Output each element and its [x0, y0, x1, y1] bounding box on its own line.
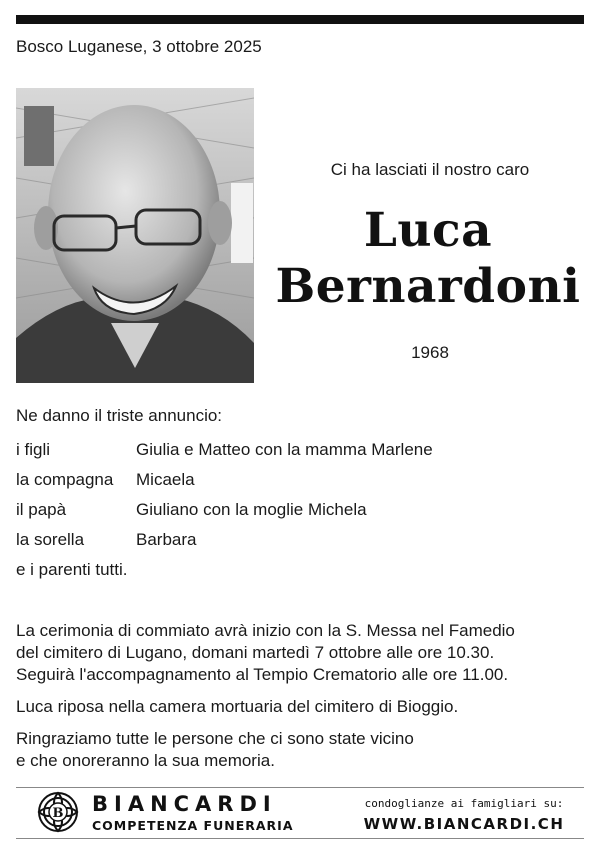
- footer-top-rule: [16, 787, 584, 788]
- biancardi-logo-icon: [36, 790, 80, 834]
- ceremony-line: La cerimonia di commiato avrà inizio con la S. Messa nel Famedio: [16, 621, 515, 640]
- thanks-line: e che onoreranno la sua memoria.: [16, 751, 275, 770]
- deceased-last-name: Bernardoni: [275, 259, 581, 314]
- footer-bottom-rule: [16, 838, 584, 839]
- brand-name: BIANCARDI: [92, 792, 277, 816]
- relative-role: la compagna: [16, 470, 114, 489]
- deceased-first-name: Luca: [363, 203, 493, 258]
- portrait-photo: [16, 88, 254, 383]
- top-rule: [16, 15, 584, 24]
- logo-letter: B: [52, 806, 64, 821]
- birth-year: 1968: [411, 343, 449, 362]
- relative-role: i figli: [16, 440, 51, 459]
- brand-tagline: COMPETENZA FUNERARIA: [92, 818, 294, 833]
- relative-names: Micaela: [136, 470, 195, 489]
- relative-names: Giulia e Matteo con la mamma Marlene: [136, 440, 433, 459]
- rest-paragraph: [16, 696, 586, 718]
- announcement-heading: Ne danno il triste annuncio:: [16, 406, 223, 425]
- relative-names: Giuliano con la moglie Michela: [136, 500, 367, 519]
- ceremony-paragraph: [16, 620, 586, 686]
- ceremony-line: Seguirà l'accompagnamento al Tempio Crematorio alle ore 11.00.: [16, 665, 509, 684]
- thanks-line: Ringraziamo tutte le persone che ci sono state vicino: [16, 729, 414, 748]
- place-date: Bosco Luganese, 3 ottobre 2025: [16, 37, 262, 56]
- website-link[interactable]: WWW.BIANCARDI.CH: [363, 815, 565, 833]
- relative-names: Barbara: [136, 530, 197, 549]
- intro-text: Ci ha lasciati il nostro caro: [330, 160, 530, 179]
- rest-line: Luca riposa nella camera mortuaria del cimitero di Bioggio.: [16, 697, 459, 716]
- relative-role: il papà: [16, 500, 67, 519]
- relatives-all: e i parenti tutti.: [16, 560, 128, 579]
- ceremony-line: del cimitero di Lugano, domani martedì 7 ottobre alle ore 10.30.: [16, 643, 495, 662]
- condolence-text: condoglianze ai famigliari su:: [364, 797, 564, 810]
- thanks-paragraph: [16, 728, 586, 772]
- relative-role: la sorella: [16, 530, 85, 549]
